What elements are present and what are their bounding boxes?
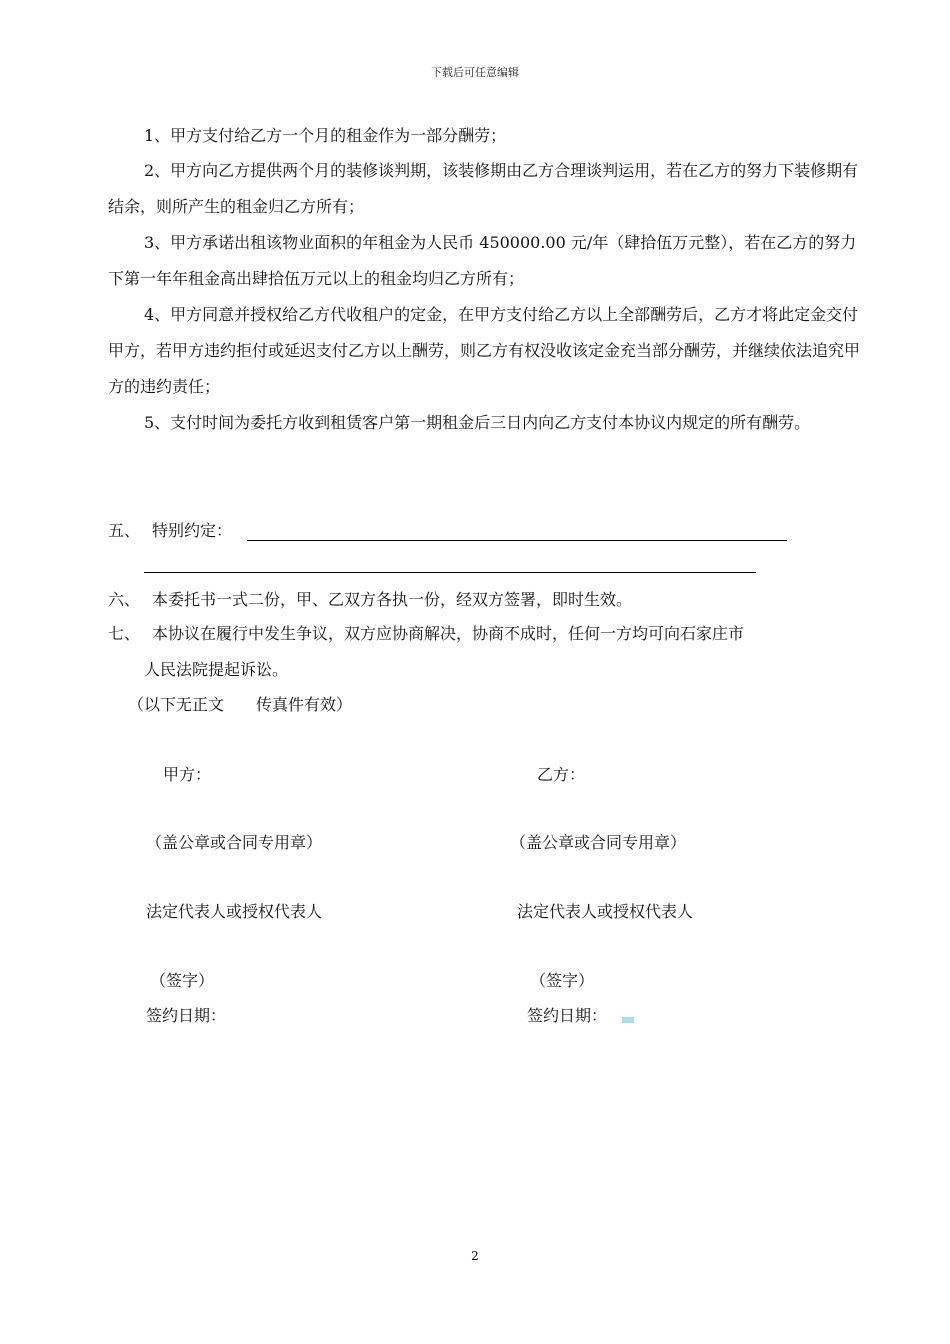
- section-7-text: 本协议在履行中发生争议，双方应协商解决，协商不成时，任何一方均可向石家庄市: [152, 624, 745, 643]
- special-terms-line-1[interactable]: [247, 540, 787, 541]
- section-7-number: 七、: [108, 624, 141, 643]
- clause-5: 5、支付时间为委托方收到租赁客户第一期租金后三日内向乙方支付本协议内规定的所有酬劳。: [144, 413, 811, 432]
- party-b-sign-date: 签约日期：: [527, 1006, 608, 1025]
- party-a-signature: （签字）: [150, 971, 215, 990]
- party-b-label: 乙方：: [537, 765, 586, 784]
- party-b-seal: （盖公章或合同专用章）: [510, 833, 687, 852]
- section-6-text: 本委托书一式二份，甲、乙双方各执一份，经双方签署，即时生效。: [152, 590, 633, 609]
- section-5-label: 特别约定：: [152, 521, 233, 540]
- party-a-label: 甲方：: [163, 765, 212, 784]
- clause-2: 2、甲方向乙方提供两个月的装修谈判期，该装修期由乙方合理谈判运用，若在乙方的努力下装修期有结余，则所产生的租金归乙方所有；: [108, 161, 859, 216]
- date-field-highlight[interactable]: [622, 1017, 634, 1023]
- party-a-seal: （盖公章或合同专用章）: [146, 833, 323, 852]
- clause-4: 4、甲方同意并授权给乙方代收租户的定金，在甲方支付给乙方以上全部酬劳后，乙方才将此定金交付甲方，若甲方违约拒付或延迟支付乙方以上酬劳，则乙方有权没收该定金充当部分酬劳，并继续依法追究甲方的违约责任；: [108, 305, 861, 396]
- page-header: 下载后可任意编辑: [431, 66, 519, 79]
- clause-1: 1、甲方支付给乙方一个月的租金作为一部分酬劳；: [144, 126, 507, 145]
- clause-3: 3、甲方承诺出租该物业面积的年租金为人民币 450000.00 元/年（肆拾伍万元整），若在乙方的努力下第一年年租金高出肆拾伍万元以上的租金均归乙方所有；: [108, 233, 857, 288]
- party-b-signature: （签字）: [530, 971, 595, 990]
- no-further-text-note: （以下无正文 传真件有效）: [128, 695, 353, 714]
- section-5-number: 五、: [108, 521, 141, 540]
- section-6-number: 六、: [108, 590, 141, 609]
- section-7-continuation: 人民法院提起诉讼。: [144, 660, 289, 679]
- party-b-representative: 法定代表人或授权代表人: [517, 902, 694, 921]
- page-number: 2: [471, 1249, 479, 1263]
- party-a-representative: 法定代表人或授权代表人: [146, 902, 323, 921]
- special-terms-line-2[interactable]: [144, 572, 756, 573]
- party-a-sign-date: 签约日期：: [146, 1006, 227, 1025]
